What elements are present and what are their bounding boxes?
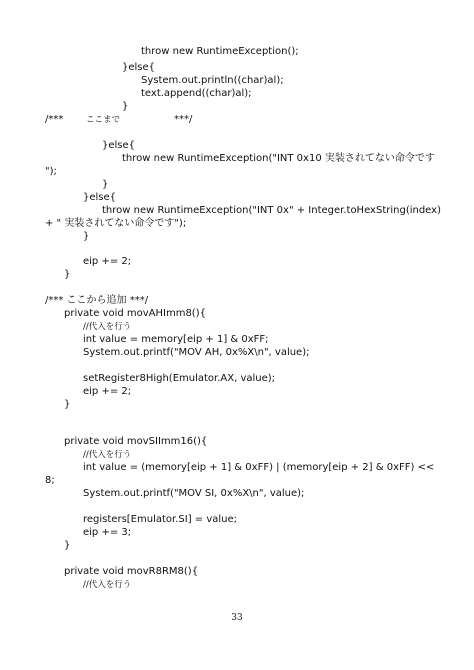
code-line: private void movSIImm16(){ xyxy=(64,436,208,447)
code-line: int value = memory[eip + 1] & 0xFF; xyxy=(83,334,269,345)
code-line: System.out.println((char)al); xyxy=(141,75,284,86)
code-line: } xyxy=(122,101,129,112)
code-line: throw new RuntimeException("INT 0x" + Integer.toHexString(index) xyxy=(102,205,441,216)
code-line: throw new RuntimeException(); xyxy=(141,46,299,57)
code-line: int value = (memory[eip + 1] & 0xFF) | (memory[eip + 2] & 0xFF) << xyxy=(83,462,435,473)
code-line: } xyxy=(64,540,71,551)
code-line: eip += 3; xyxy=(83,527,132,538)
code-line: System.out.printf("MOV AH, 0x%X\n", value); xyxy=(83,347,310,358)
page-number: 33 xyxy=(231,613,243,623)
code-line: setRegister8High(Emulator.AX, value); xyxy=(83,373,276,384)
code-comment: ***/ xyxy=(174,114,193,125)
code-comment: //代入を行う xyxy=(83,322,132,332)
code-comment: //代入を行う xyxy=(83,450,132,460)
code-line: + " 実装されてない命令です"); xyxy=(45,218,187,229)
code-line: } xyxy=(64,269,71,280)
code-line: eip += 2; xyxy=(83,386,132,397)
code-line: eip += 2; xyxy=(83,256,132,267)
code-line: }else{ xyxy=(102,140,136,151)
code-comment: //代入を行う xyxy=(83,580,132,590)
code-line: private void movAHImm8(){ xyxy=(64,308,206,319)
code-line: System.out.printf("MOV SI, 0x%X\n", value); xyxy=(83,488,305,499)
code-line: }else{ xyxy=(122,62,156,73)
code-line: private void movR8RM8(){ xyxy=(64,566,199,577)
code-line: throw new RuntimeException("INT 0x10 実装されてない命令です xyxy=(122,153,435,164)
code-line: } xyxy=(83,231,90,242)
code-line: } xyxy=(64,399,71,410)
code-comment: ここまで xyxy=(86,115,121,125)
code-line: "); xyxy=(45,166,57,177)
code-comment: /*** ここから追加 ***/ xyxy=(45,295,149,306)
code-line: registers[Emulator.SI] = value; xyxy=(83,514,238,525)
code-line: 8; xyxy=(45,475,55,486)
code-line: } xyxy=(102,179,109,190)
code-line: }else{ xyxy=(83,192,117,203)
code-comment: /*** xyxy=(45,114,64,125)
code-line: text.append((char)al); xyxy=(141,88,252,99)
